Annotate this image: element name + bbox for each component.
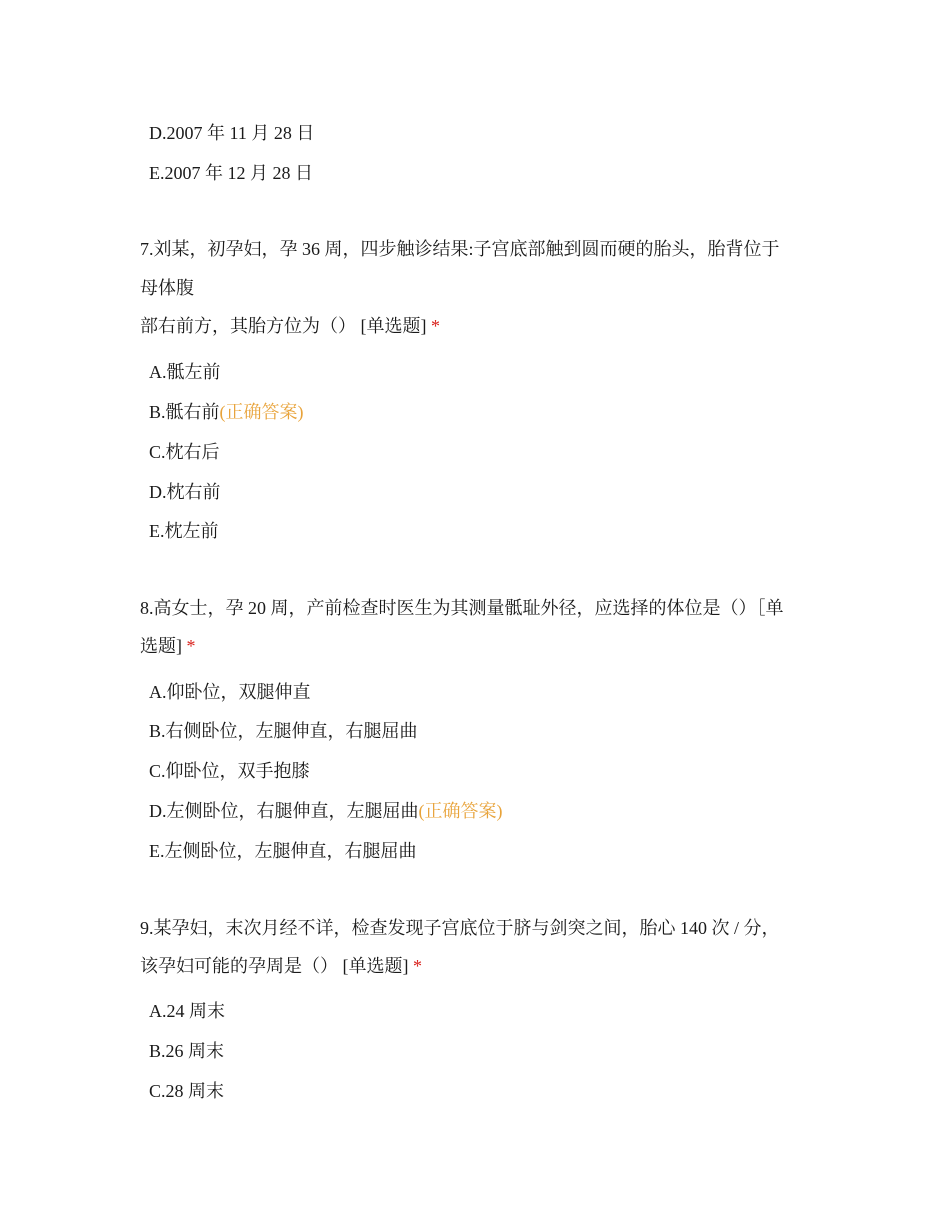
q7-option-b[interactable] bbox=[149, 400, 304, 424]
q9-option-b[interactable] bbox=[149, 1039, 224, 1063]
option-label: B.右侧卧位，左腿伸直，右腿屈曲 bbox=[149, 721, 418, 741]
correct-answer-note: (正确答案) bbox=[219, 402, 304, 422]
option-d[interactable] bbox=[149, 121, 314, 145]
option-label: B.骶右前 bbox=[149, 402, 220, 422]
required-mark: * bbox=[186, 636, 196, 656]
correct-answer-note: (正确答案) bbox=[418, 801, 503, 821]
question-type-tag: [单选题] bbox=[360, 316, 427, 336]
option-label: E.左侧卧位，左腿伸直，右腿屈曲 bbox=[149, 841, 417, 861]
option-label: E.枕左前 bbox=[149, 521, 219, 541]
option-label: C.28 周末 bbox=[149, 1081, 225, 1101]
question-9-text-line-1: 9.某孕妇，末次月经不详，检查发现子宫底位于脐与剑突之间，胎心 140 次 / 分， bbox=[140, 918, 780, 938]
question-text: 该孕妇可能的孕周是（） bbox=[140, 956, 338, 976]
q8-option-c[interactable] bbox=[149, 759, 310, 783]
question-text: 选题] bbox=[140, 636, 182, 656]
q8-option-a[interactable] bbox=[149, 680, 311, 704]
q9-option-a[interactable] bbox=[149, 999, 225, 1023]
q7-option-a[interactable] bbox=[149, 360, 221, 384]
option-label: A.仰卧位，双腿伸直 bbox=[149, 682, 311, 702]
option-label: D.左侧卧位，右腿伸直，左腿屈曲 bbox=[149, 801, 419, 821]
question-8-text-line-1: 8.高女士，孕 20 周，产前检查时医生为其测量骶耻外径，应选择的体位是（）［单 bbox=[140, 598, 784, 618]
q7-option-c[interactable] bbox=[149, 440, 220, 464]
question-8-text-line-2 bbox=[140, 634, 196, 658]
option-label: C.枕右后 bbox=[149, 442, 220, 462]
question-text: 部右前方，其胎方位为（） bbox=[140, 316, 356, 336]
option-label: E.2007 年 12 月 28 日 bbox=[149, 163, 313, 183]
q8-option-b[interactable] bbox=[149, 719, 418, 743]
required-mark: * bbox=[413, 956, 422, 976]
required-mark: * bbox=[431, 316, 440, 336]
option-label: C.仰卧位，双手抱膝 bbox=[149, 761, 310, 781]
q8-option-e[interactable] bbox=[149, 839, 417, 863]
option-label: D.枕右前 bbox=[149, 482, 221, 502]
q9-option-c[interactable] bbox=[149, 1079, 224, 1103]
option-label: B.26 周末 bbox=[149, 1041, 225, 1061]
question-7-text-line-3 bbox=[140, 314, 440, 338]
option-label: D.2007 年 11 月 28 日 bbox=[149, 123, 315, 143]
option-e[interactable] bbox=[149, 161, 313, 185]
question-9-text-line-2 bbox=[140, 954, 422, 978]
option-label: A.24 周末 bbox=[149, 1001, 225, 1021]
q7-option-e[interactable] bbox=[149, 519, 219, 543]
question-7-text-line-2: 母体腹 bbox=[140, 278, 194, 298]
question-type-tag: [单选题] bbox=[342, 956, 409, 976]
question-7-text-line-1: 7.刘某，初孕妇，孕 36 周，四步触诊结果:子宫底部触到圆而硬的胎头，胎背位于 bbox=[140, 239, 780, 259]
q8-option-d[interactable] bbox=[149, 799, 503, 823]
option-label: A.骶左前 bbox=[149, 362, 221, 382]
q7-option-d[interactable] bbox=[149, 480, 221, 504]
